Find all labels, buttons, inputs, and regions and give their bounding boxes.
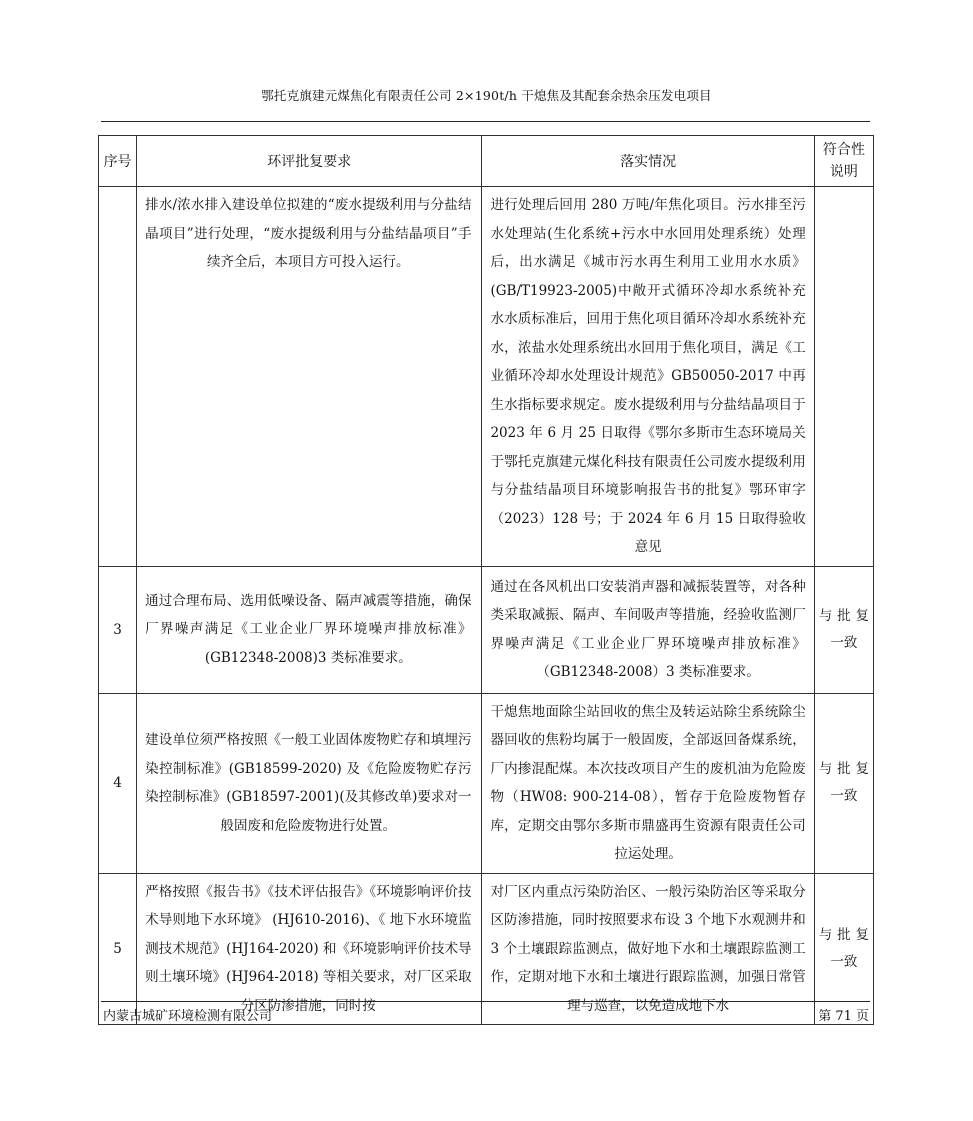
header-compliance — [814, 136, 873, 187]
table-row — [99, 187, 874, 567]
footer-company: 内蒙古城矿环境检测有限公司 — [103, 1009, 273, 1024]
row-no: 5 — [99, 873, 137, 1025]
header-implementation: 落实情况 — [482, 136, 814, 187]
row-no: 4 — [99, 693, 137, 873]
row-implementation: 对厂区内重点污染防治区、一般污染防治区等采取分区防渗措施，同时按照要求布设 3 个地下水观测井和 3 个土壤跟踪监测点，做好地下水和土壤跟踪监测工作，定期对地下水和土壤进行跟踪监测，加强日常管理与巡查，以免造成地下水 — [490, 883, 806, 1014]
table-row — [99, 693, 874, 873]
row-implementation: 干熄焦地面除尘站回收的焦尘及转运站除尘系统除尘器回收的焦粉均属于一般固废，全部返回备煤系统，厂内掺混配煤。本次技改项目产生的废机油为危险废物（HW08: 900-214-08），暂存于危险废物暂存库，定期交由鄂尔多斯市鼎盛再生资源有限责任公司拉运处理。 — [490, 703, 806, 862]
page-header-title: 鄂托克旗建元煤焦化有限责任公司 2×190t/h 干熄焦及其配套余热余压发电项目 — [261, 88, 712, 103]
row-compliance: 与批复一致 — [818, 607, 869, 651]
table-row — [99, 566, 874, 693]
header-requirement: 环评批复要求 — [137, 136, 482, 187]
row-implementation: 进行处理后回用 280 万吨/年焦化项目。污水排至污水处理站(生化系统+污水中水回用处理系统）处理后，出水满足《城市污水再生利用工业用水水质》(GB/T19923-2005)中敞开式循环冷却水系统补充水水质标准后，回用于焦化项目循环冷却水系统补充水，浓盐水处理系统出水回用于焦化项目，满足《工业循环冷却水处理设计规范》GB50050-2017 中再生水指标要求规定。废水提级利用与分盐结晶项目于 2023 年 6 月 25 日取得《鄂尔多斯市生态环境局关于鄂托克旗建元煤化科技有限责任公司废水提级利用与分盐结晶项目环境影响报告书的批复》鄂环审字（2023）128 号；于 2024 年 6 月 15 日取得验收意见 — [490, 197, 806, 555]
footer-page-number: 第 71 页 — [818, 1009, 869, 1024]
row-implementation: 通过在各风机出口安装消声器和减振装置等，对各种类采取减振、隔声、车间吸声等措施，经验收监测厂界噪声满足《工业企业厂界环境噪声排放标准》（GB12348-2008）3 类标准要求。 — [490, 578, 806, 680]
row-compliance-cell — [814, 566, 873, 693]
table-header-row — [99, 136, 874, 187]
footer-rule — [101, 1001, 870, 1002]
row-no: 3 — [99, 566, 137, 693]
row-implementation-cell — [482, 187, 814, 567]
row-implementation-cell — [482, 566, 814, 693]
row-compliance — [814, 187, 873, 567]
row-requirement: 排水/浓水排入建设单位拟建的“废水提级利用与分盐结晶项目”进行处理，“废水提级利用与分盐结晶项目”手续齐全后，本项目方可投入运行。 — [145, 197, 472, 270]
row-requirement-cell — [137, 693, 482, 873]
row-requirement: 通过合理布局、选用低噪设备、隔声减震等措施，确保厂界噪声满足《工业企业厂界环境噪声排放标准》(GB12348-2008)3 类标准要求。 — [145, 592, 472, 666]
header-rule — [101, 121, 870, 122]
row-implementation-cell — [482, 693, 814, 873]
row-compliance-cell — [814, 693, 873, 873]
row-requirement-cell — [137, 566, 482, 693]
header-compliance-label: 符合性说明 — [822, 142, 865, 180]
row-requirement: 建设单位须严格按照《一般工业固体废物贮存和填埋污染控制标准》(GB18599-2020) 及《危险废物贮存污染控制标准》(GB18597-2001)(及其修改单)要求对一般固废和危险废物进行处置。 — [145, 732, 472, 834]
row-compliance: 与批复一致 — [818, 926, 869, 970]
row-compliance: 与批复一致 — [818, 761, 869, 804]
row-requirement: 严格按照《报告书》《技术评估报告》《环境影响评价技术导则地下水环境》 (HJ610-2016)、《 地下水环境监测技术规范》(HJ164-2020) 和《环境影响评价技术导则土壤环境》(HJ964-2018) 等相关要求，对厂区采取分区防渗措施，同时按 — [145, 883, 472, 1014]
approval-compliance-table — [98, 135, 874, 1025]
row-no — [99, 187, 137, 567]
row-requirement-cell — [137, 187, 482, 567]
header-no: 序号 — [99, 136, 137, 187]
